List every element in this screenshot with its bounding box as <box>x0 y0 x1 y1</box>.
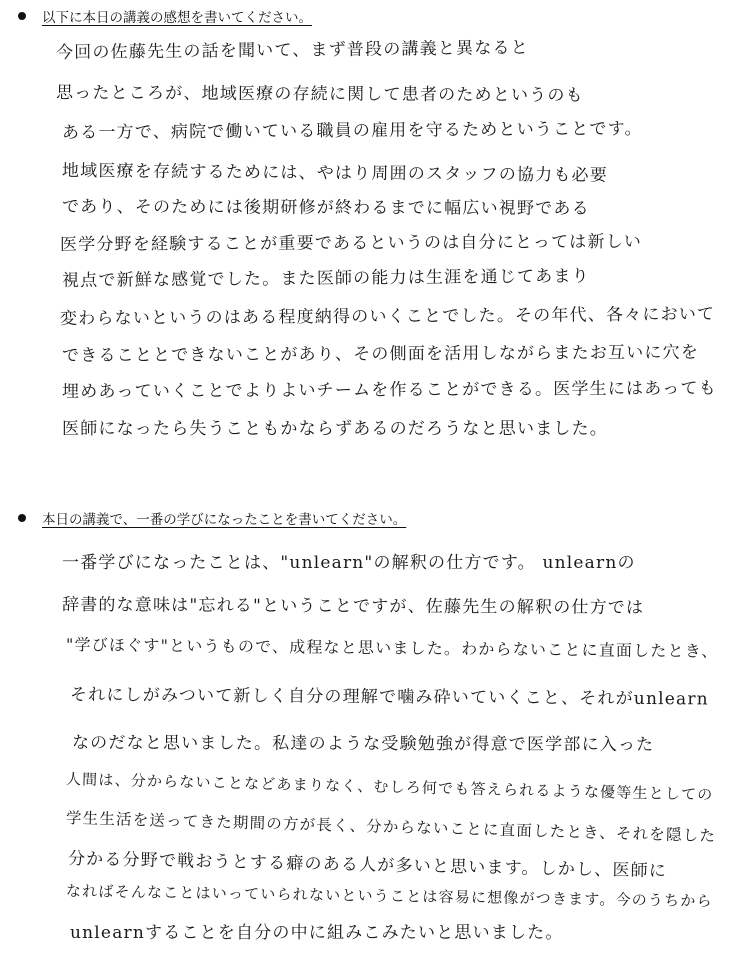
question-1-prompt: 以下に本日の講義の感想を書いてください。 <box>42 10 312 26</box>
answer-1-line: 思ったところが、地域医療の存続に関して患者のためというのも <box>55 83 584 106</box>
answer-2-line: 分かる分野で戦おうとする癖のある人が多いと思います。しかし、医師に <box>67 849 668 882</box>
answer-2-line: それにしがみついて新しく自分の理解で噛み砕いていくこと、それがunlearn <box>69 685 709 710</box>
bullet-icon <box>18 514 26 522</box>
answer-1-line: 今回の佐藤先生の話を聞いて、まず普段の講義と異なると <box>55 38 529 63</box>
answer-1-line: であり、そのためには後期研修が終わるまでに幅広い視野である <box>61 197 590 219</box>
answer-2-line: 学生生活を送ってきた期間の方が長く、分からないことに直面したとき、それを隠した <box>65 809 717 846</box>
answer-2-line: "学びほぐす"というもので、成程なと思いました。わからないことに直面したとき、 <box>65 635 719 661</box>
answer-1-line: 埋めあっていくことでよりよいチームを作ることができる。医学生にはあっても <box>61 378 717 402</box>
question-2-prompt: 本日の講義で、一番の学びになったことを書いてください。 <box>42 512 407 528</box>
answer-2-line: 人間は、分からないことなどあまりなく、むしろ何でも答えられるような優等生としての <box>65 770 714 804</box>
answer-1-line: 医学分野を経験することが重要であるというのは自分にとっては新しい <box>59 231 643 255</box>
question-2 <box>18 508 406 528</box>
answer-1-line: 地域医療を存続するためには、やはり周囲のスタッフの協力も必要 <box>61 161 609 186</box>
answer-1-line: 医師になったら失うこともかならずあるのだろうなと思いました。 <box>62 419 608 439</box>
answer-1-line: できることとできないことがあり、その側面を活用しながらまたお互いに穴を <box>61 342 700 366</box>
answer-2-line: なのだなと思いました。私達のような受験勉強が得意で医学部に入った <box>71 733 655 756</box>
answer-2-line: unlearnすることを自分の中に組みこみたいと思いました。 <box>70 923 564 943</box>
answer-1-line: 視点で新鮮な感覚でした。また医師の能力は生涯を通じてあまり <box>61 266 590 291</box>
bullet-icon <box>18 12 26 20</box>
answer-2-line: 辞書的な意味は"忘れる"ということですが、佐藤先生の解釈の仕方では <box>61 595 645 619</box>
question-1 <box>18 6 312 26</box>
answer-1-line: 変わらないというのはある程度納得のいくことでした。その年代、各々において <box>59 304 716 329</box>
answer-1-line: ある一方で、病院で働いている職員の雇用を守るためということです。 <box>61 118 643 143</box>
answer-2-line: 一番学びになったことは、"unlearn"の解釈の仕方です。 unlearnの <box>62 553 636 573</box>
answer-2-line: なればそんなことはいっていられないということは容易に想像がつきます。今のうちから <box>65 882 713 911</box>
